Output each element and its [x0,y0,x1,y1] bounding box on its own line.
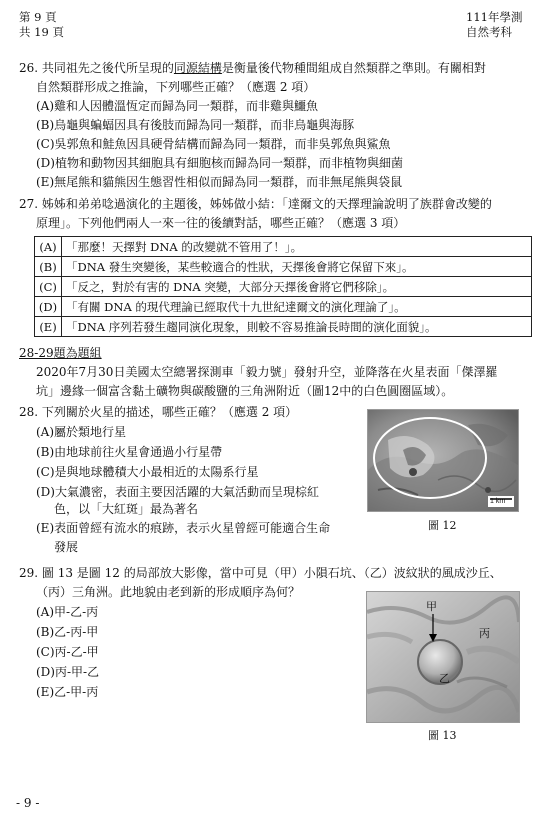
table-row [35,317,532,337]
q26-option-a: (A)雞和人因體溫恆定而歸為同一類群，而非雞與鱷魚 [36,99,319,113]
figure-13-caption: 圖 13 [428,729,457,742]
q26-option-c: (C)吳郭魚和鮭魚因具硬骨結構而歸為同一類群，而非吳郭魚與鯊魚 [36,137,391,151]
q29-option-b: (B)乙-丙-甲 [36,625,99,639]
q27-text-c: 「反之，對於有害的 DNA 突變，大部分天擇後會將它們移除」。 [62,277,532,297]
q29-stem-line2: （丙）三角洲。此地貌由老到新的形成順序為何？ [36,585,301,599]
q26-option-b: (B)烏龜與蝙蝠因具有後肢而歸為同一類群，而非烏龜與海豚 [36,118,355,132]
footer-page-number: - 9 - [16,796,40,810]
q27-stem: 27. 姊姊和弟弟唸過演化的主題後，姊姊做小結：「達爾文的天擇理論說明了族群會改變的 [19,197,492,211]
q27-label-d: (D) [35,297,62,317]
q26-option-e: (E)無尾熊和貓熊因生態習性相似而歸為同一類群，而非無尾熊與袋鼠 [36,175,403,189]
page-number: 第 9 頁 [19,10,57,24]
mars-terrain-image [368,410,518,511]
group-intro-line2: 坑」邊緣一個富含黏土礦物與碳酸鹽的三角洲附近（圖12中的白色圓圈區域）。 [36,384,454,398]
q29-option-d: (D)丙-甲-乙 [36,665,100,679]
group-intro-line1: 2020年7月30日美國太空總署探測車「毅力號」發射升空，並降落在火星表面「傑澤羅 [36,365,498,379]
q27-stem-line2: 原理」。下列他們兩人一來一往的後續對話，哪些正確？（應選 3 項） [36,216,406,230]
q27-options-table [34,236,532,337]
figure-12-caption: 圖 12 [428,519,457,532]
label-jia: 甲 [426,600,437,613]
q27-text-d: 「有關 DNA 的現代理論已經取代十九世紀達爾文的演化理論了」。 [62,297,532,317]
figure-12-mars-crater [367,409,519,512]
q28-option-d: (D)大氣濃密，表面主要因活躍的大氣活動而呈現棕紅 [36,485,319,499]
q26-stem-underlined: 同源結構 [173,61,222,75]
q29-option-a: (A)甲-乙-丙 [36,605,99,619]
q27-text-a: 「那麼！天擇對 DNA 的改變就不管用了！」。 [62,237,532,257]
exam-subject: 自然考科 [466,25,512,39]
label-yi: 乙 [439,672,450,685]
total-pages: 共 19 頁 [19,25,64,39]
q27-label-e: (E) [35,317,62,337]
q28-option-d-cont: 色，以「大紅斑」最為著名 [54,502,199,516]
q28-option-e: (E)表面曾經有流水的痕跡，表示火星曾經可能適合生命 [36,521,331,535]
q29-stem: 29. 圖 13 是圖 12 的局部放大影像，當中可見（甲）小隕石坑、（乙）波紋狀的風成沙丘、 [19,566,502,580]
q28-option-b: (B)由地球前往火星會通過小行星帶 [36,445,223,459]
q28-option-c: (C)是與地球體積大小最相近的太陽系行星 [36,465,259,479]
q26-stem-line2: 自然類群形成之推論，下列哪些正確？（應選 2 項） [36,80,316,94]
q27-text-e: 「DNA 序列若發生趨同演化現象，則較不容易推論長時間的演化面貌」。 [62,317,532,337]
scale-label: 1 km [490,498,506,505]
table-row [35,257,532,277]
label-bing: 丙 [479,627,490,640]
figure-13-zoomed-terrain [366,591,520,723]
q29-option-c: (C)丙-乙-甲 [36,645,99,659]
q28-stem: 28. 下列關於火星的描述，哪些正確？（應選 2 項） [19,405,298,419]
q26-stem-post: 是衡量後代物種間組成自然類群之準則。有關相對 [221,61,486,75]
q27-label-c: (C) [35,277,62,297]
q28-option-a: (A)屬於類地行星 [36,425,127,439]
q27-label-a: (A) [35,237,62,257]
q26-option-d: (D)植物和動物因其細胞具有細胞核而歸為同一類群，而非植物與細菌 [36,156,403,170]
zoomed-terrain-image [367,592,519,722]
exam-year: 111年學測 [466,10,523,24]
table-row [35,237,532,257]
table-row [35,297,532,317]
q27-text-b: 「DNA 發生突變後，某些較適合的性狀，天擇後會將它保留下來」。 [62,257,532,277]
q29-option-e: (E)乙-甲-丙 [36,685,99,699]
q26-stem [19,60,486,76]
table-row [35,277,532,297]
q26-stem-pre: 26. 共同祖先之後代所呈現的 [19,61,174,75]
q27-label-b: (B) [35,257,62,277]
group-title: 28-29題為題組 [19,346,102,360]
q28-option-e-cont: 發展 [54,540,79,554]
